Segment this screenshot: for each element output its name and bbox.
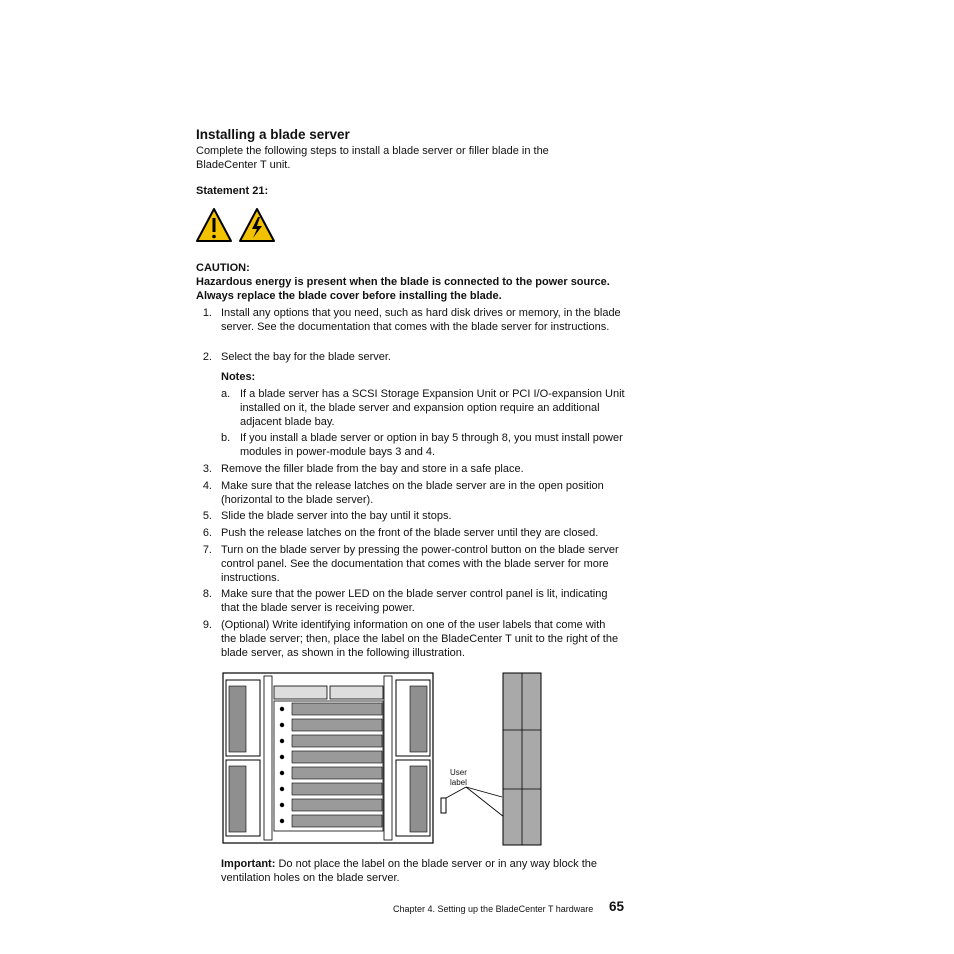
note-text: If a blade server has a SCSI Storage Expansion Unit or PCI I/O-expansion Unit installed on it, the blade server and expansion option require an additional adjacent blade bay. — [240, 388, 625, 428]
user-label-marker — [441, 798, 446, 813]
note-text: If you install a blade server or option in bay 5 through 8, you must install power modules in power-module bays 3 and 4. — [240, 432, 623, 458]
step-number: 4. — [202, 480, 212, 492]
user-label-callout: User label — [450, 768, 467, 787]
notes-label: Notes: — [221, 371, 256, 383]
step-text: Install any options that you need, such as hard disk drives or memory, in the blade server. See the documentation that comes with the blade server for instructions. — [221, 307, 621, 333]
chassis-front — [223, 673, 433, 843]
warning-icons — [196, 207, 276, 243]
step-number: 7. — [202, 544, 212, 556]
step-text: Turn on the blade server by pressing the power-control button on the blade server control panel. See the documentation that comes with the blade server for more instructions. — [221, 544, 619, 584]
step-text: Remove the filler blade from the bay and store in a safe place. — [221, 463, 524, 475]
intro-paragraph: Complete the following steps to install a blade server or filler blade in the BladeCenter T unit. — [196, 145, 549, 171]
important-text: Do not place the label on the blade server or in any way block the ventilation holes on the blade server. — [221, 858, 598, 884]
step-text: Push the release latches on the front of the blade server until they are closed. — [221, 527, 599, 539]
section-heading: Installing a blade server — [196, 127, 350, 142]
user-label-sheet — [503, 673, 541, 845]
caution-text: Hazardous energy is present when the blade is connected to the power source. Always replace the blade cover before installing the blade. — [196, 276, 610, 302]
step-text: Select the bay for the blade server. — [221, 351, 391, 363]
step-text: Make sure that the power LED on the blade server control panel is lit, indicating that the blade server is receiving power. — [221, 588, 608, 614]
step-number: 8. — [202, 588, 212, 600]
step-text: (Optional) Write identifying information on one of the user labels that come with the blade server; then, place the label on the BladeCenter T unit to the right of the blade server, as shown in the following illustration. — [221, 619, 619, 659]
step-number: 3. — [202, 463, 212, 475]
step-number: 2. — [202, 351, 212, 363]
footer-chapter: Chapter 4. Setting up the BladeCenter T hardware — [393, 904, 594, 914]
step-number: 1. — [202, 307, 212, 319]
step-number: 5. — [202, 510, 212, 522]
important-label: Important: — [221, 858, 276, 870]
step-number: 6. — [202, 527, 212, 539]
important-note — [221, 857, 631, 885]
exclamation-warning-icon — [197, 209, 231, 241]
page-number: 65 — [609, 899, 625, 914]
electrical-hazard-icon — [240, 209, 274, 241]
bladecenter-illustration — [222, 672, 546, 847]
step-text: Make sure that the release latches on the blade server are in the open position (horizontal to the blade server). — [221, 480, 604, 506]
statement-label: Statement 21: — [196, 185, 269, 197]
step-number: 9. — [202, 619, 212, 631]
note-letter: b. — [221, 432, 231, 444]
step-text: Slide the blade server into the bay until it stops. — [221, 510, 452, 522]
note-letter: a. — [221, 388, 231, 400]
caution-label: CAUTION: — [196, 262, 250, 274]
